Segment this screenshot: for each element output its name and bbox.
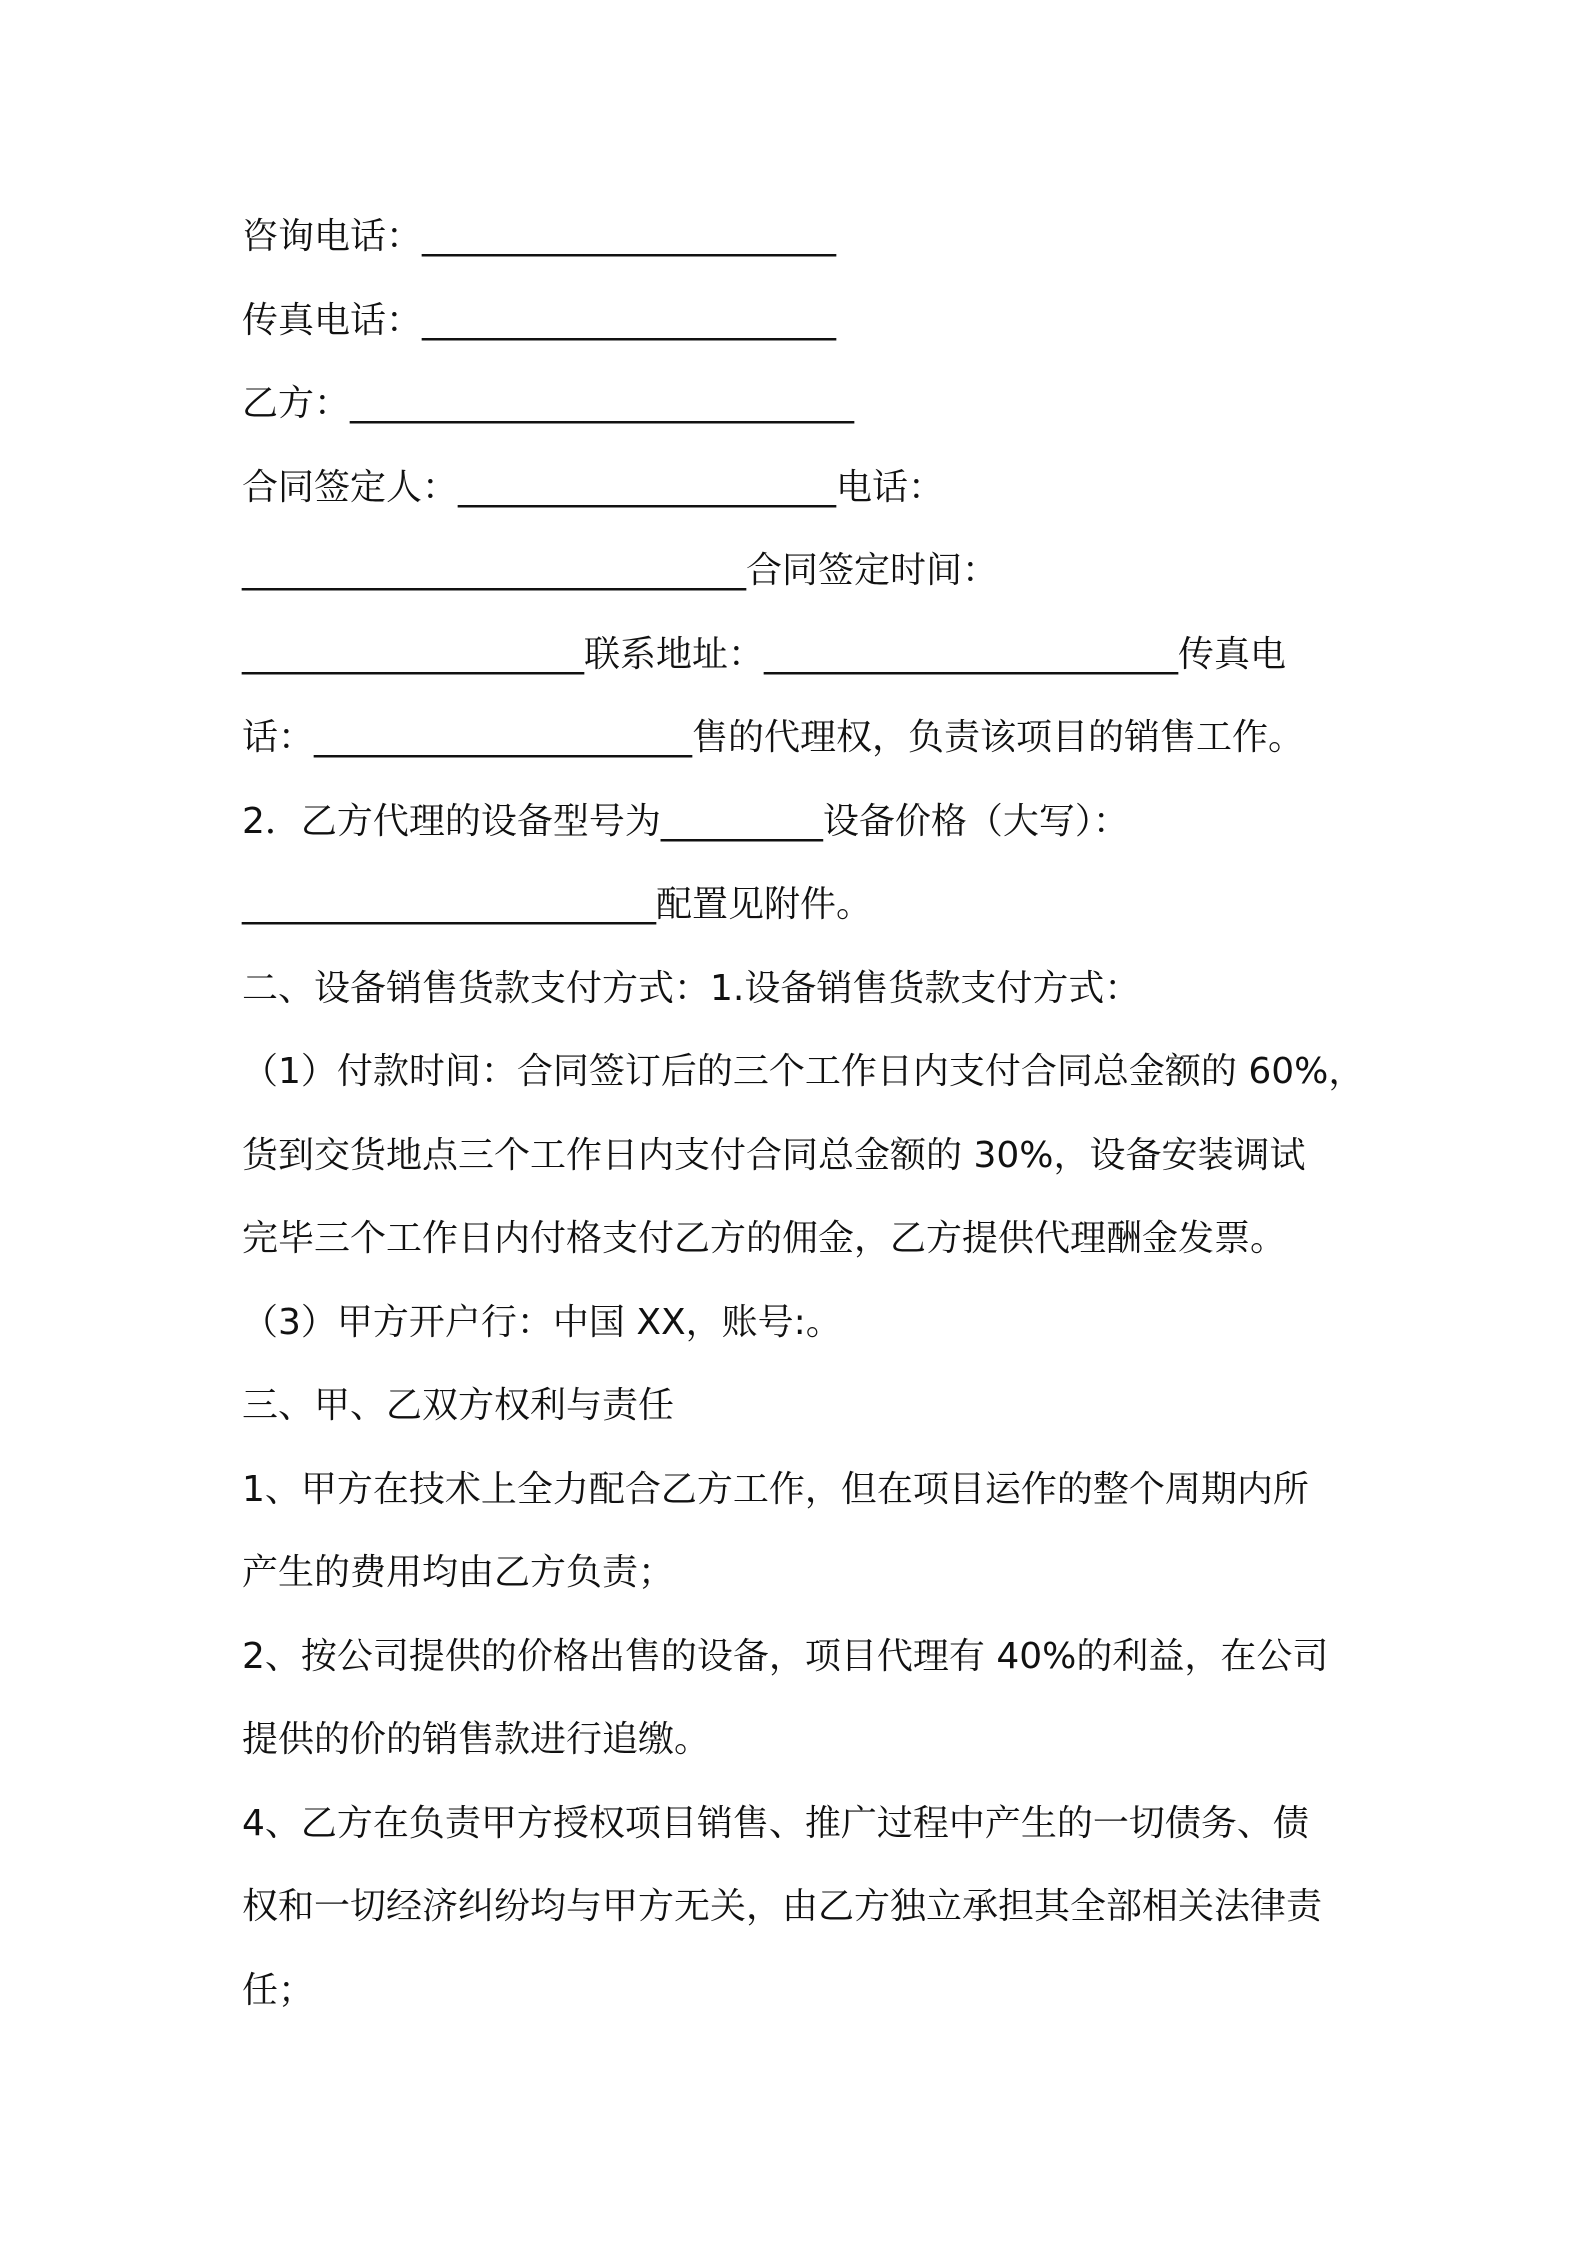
section-three-heading: 三、甲、乙双方权利与责任 (242, 1385, 675, 1426)
payment-time-line-2: 货到交货地点三个工作日内支付合同总金额的 30%，设备安装调试 (242, 1134, 1306, 1176)
clause-4-line-2: 权和一切经济纠纷均与甲方无关，由乙方独立承担其全部相关法律责 (242, 1886, 1323, 1927)
clause-1-line-2: 产生的费用均由乙方负责； (242, 1552, 675, 1593)
clause-4-line-3: 任； (242, 1969, 315, 2011)
equipment-model-line: 2．乙方代理的设备型号为_________设备价格（大写）： (242, 800, 1129, 842)
clause-4-line-1: 4、乙方在负责甲方授权项目销售、推广过程中产生的一切债务、债 (242, 1802, 1309, 1844)
contact-phone-line: 咨询电话：_______________________ (242, 216, 837, 257)
payment-time-line-1: （1）付款时间：合同签订后的三个工作日内支付合同总金额的 60%， (242, 1051, 1365, 1092)
fax-line: 传真电话：_______________________ (242, 299, 837, 341)
party-b-line: 乙方：____________________________ (242, 383, 855, 424)
address-line: ___________________联系地址：_______________________传真电 (242, 633, 1287, 675)
clause-2-line-1: 2、按公司提供的价格出售的设备，项目代理有 40%的利益，在公司 (242, 1635, 1329, 1677)
clause-2-line-2: 提供的价的销售款进行追缴。 (242, 1719, 711, 1760)
agency-right-line: 话：_____________________售的代理权，负责该项目的销售工作。 (242, 717, 1305, 758)
payment-time-line-3: 完毕三个工作日内付格支付乙方的佣金，乙方提供代理酬金发票。 (242, 1218, 1287, 1259)
signing-time-line: ____________________________合同签定时间： (242, 550, 999, 591)
configuration-line: _______________________配置见附件。 (242, 884, 873, 925)
clause-1-line-1: 1、甲方在技术上全力配合乙方工作，但在项目运作的整个周期内所 (242, 1468, 1309, 1510)
signatory-line: 合同签定人：_____________________电话： (242, 466, 945, 508)
bank-account-line: （3）甲方开户行：中国 XX，账号:。 (242, 1301, 842, 1343)
section-two-heading: 二、设备销售货款支付方式：1.设备销售货款支付方式： (242, 967, 1141, 1009)
document-body (242, 195, 1365, 2032)
